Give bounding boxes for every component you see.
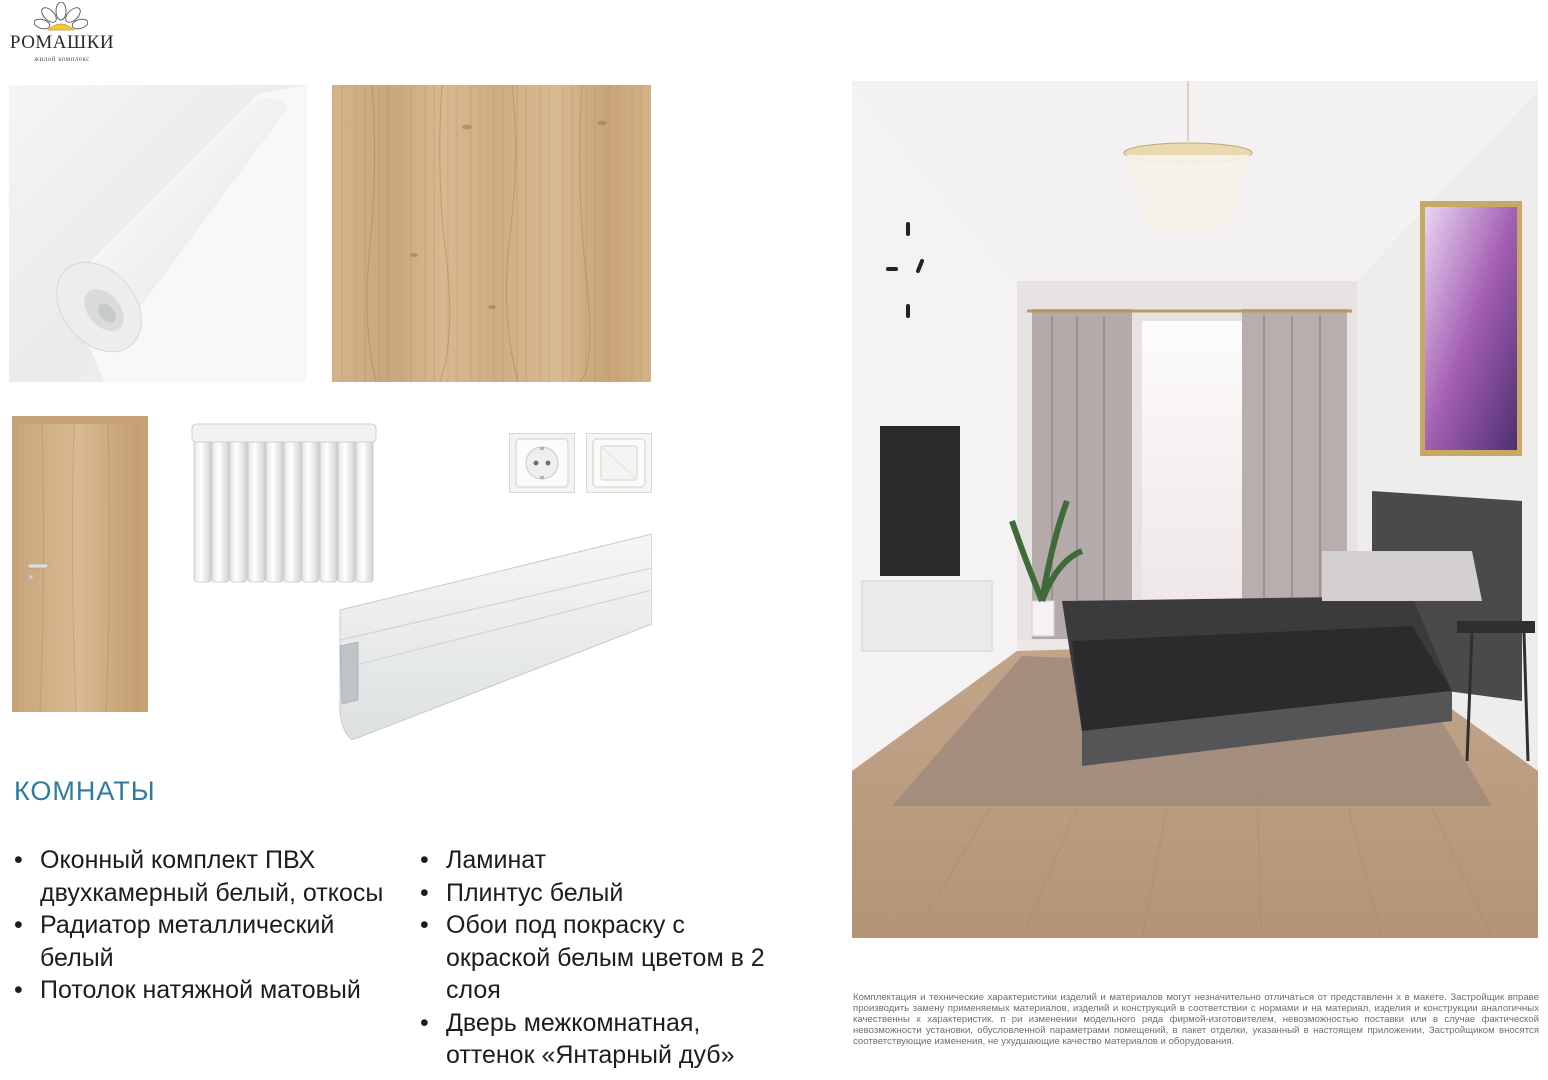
list-item: • Обои под покраску с окраской белым цветом в 2 слоя <box>420 909 790 1007</box>
features-list-left <box>14 844 384 1007</box>
list-item: • Потолок натяжной матовый <box>14 974 384 1007</box>
laminate-texture-icon <box>332 85 651 382</box>
logo-brand: РОМАШКИ <box>9 32 115 53</box>
list-item: • Дверь межкомнатная, оттенок «Янтарный дуб» <box>420 1007 790 1072</box>
list-item: • Оконный комплект ПВХ двухкамерный белый, откосы <box>14 844 384 909</box>
baseboard-icon <box>330 528 652 740</box>
socket-icon <box>509 433 575 493</box>
section-title: КОМНАТЫ <box>14 776 156 806</box>
logo <box>8 2 116 68</box>
features-list-right <box>420 844 790 1072</box>
disclaimer-text: Комплектация и технические характеристики изделий и материалов могут незначительно отличаться от представленн х в макете. Застройщик вправе производить замену применяемых материалов, изделий и конструкций в соответствии с нормами и на материал, изделия и конструкции аналогичных качественны х характеристик. п ри изменении модельного ряда фирмой-изготовителем, невозможностью поставки или в случае фактической невозможности установки, обусловленной параметрами помещений, в пакет отделки, указанный в настоящем приложении, Застройщиком вносятся соответствующие изменения, не ухудшающие качество материалов и оборудования. <box>853 992 1539 1048</box>
chamomile-logo-icon <box>34 2 88 32</box>
door-icon <box>12 416 148 712</box>
logo-subtitle: жилой комплекс <box>34 55 90 63</box>
list-item: • Плинтус белый <box>420 877 790 910</box>
list-item: • Радиатор металлический белый <box>14 909 384 974</box>
switch-icon <box>586 433 652 493</box>
list-item: • Ламинат <box>420 844 790 877</box>
bedroom-render-image <box>852 81 1538 938</box>
wallpaper-roll-icon <box>9 85 307 382</box>
